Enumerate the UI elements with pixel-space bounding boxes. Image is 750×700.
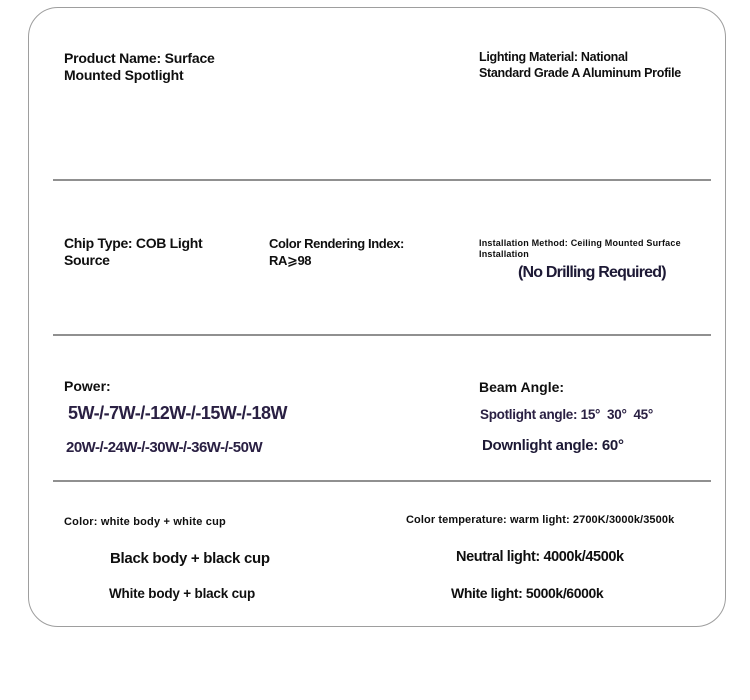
color-temperature-white: White light: 5000k/6000k: [451, 585, 604, 601]
product-name-line1: Product Name: Surface: [64, 50, 215, 66]
power-values-row1: 5W-/-7W-/-12W-/-15W-/-18W: [68, 403, 288, 423]
no-drilling-note: (No Drilling Required): [518, 264, 666, 281]
installation-line2: Installation: [479, 249, 529, 259]
lighting-material-line2: Standard Grade A Aluminum Profile: [479, 66, 681, 80]
divider-1: [53, 179, 711, 181]
product-spec-card: [28, 7, 726, 627]
lighting-material-line1: Lighting Material: National: [479, 50, 628, 64]
power-label: Power:: [64, 378, 111, 394]
installation-line1: Installation Method: Ceiling Mounted Surface: [479, 238, 681, 248]
installation-method: [479, 238, 681, 260]
chip-type-line1: Chip Type: COB Light: [64, 235, 203, 251]
lighting-material: [479, 49, 681, 81]
cri-line1: Color Rendering Index:: [269, 236, 404, 251]
chip-type: [64, 235, 202, 269]
cri-line2: RA⩾98: [269, 253, 312, 268]
divider-3: [53, 480, 711, 482]
downlight-angle: Downlight angle: 60°: [482, 437, 624, 454]
color-temperature-neutral: Neutral light: 4000k/4500k: [456, 549, 624, 565]
power-values-row2: 20W-/-24W-/-30W-/-36W-/-50W: [66, 439, 263, 456]
color-option-1: Color: white body + white cup: [64, 516, 226, 528]
beam-angle-label: Beam Angle:: [479, 379, 565, 395]
chip-type-line2: Source: [64, 252, 110, 268]
color-temperature-warm: Color temperature: warm light: 2700K/3000k/3500k: [406, 514, 675, 526]
color-option-2: Black body + black cup: [110, 550, 270, 567]
product-name-line2: Mounted Spotlight: [64, 67, 184, 83]
color-rendering-index: [269, 235, 404, 269]
color-option-3: White body + black cup: [109, 586, 255, 601]
product-name: [64, 50, 215, 84]
spotlight-angle: Spotlight angle: 15° 30° 45°: [480, 407, 653, 422]
divider-2: [53, 334, 711, 336]
